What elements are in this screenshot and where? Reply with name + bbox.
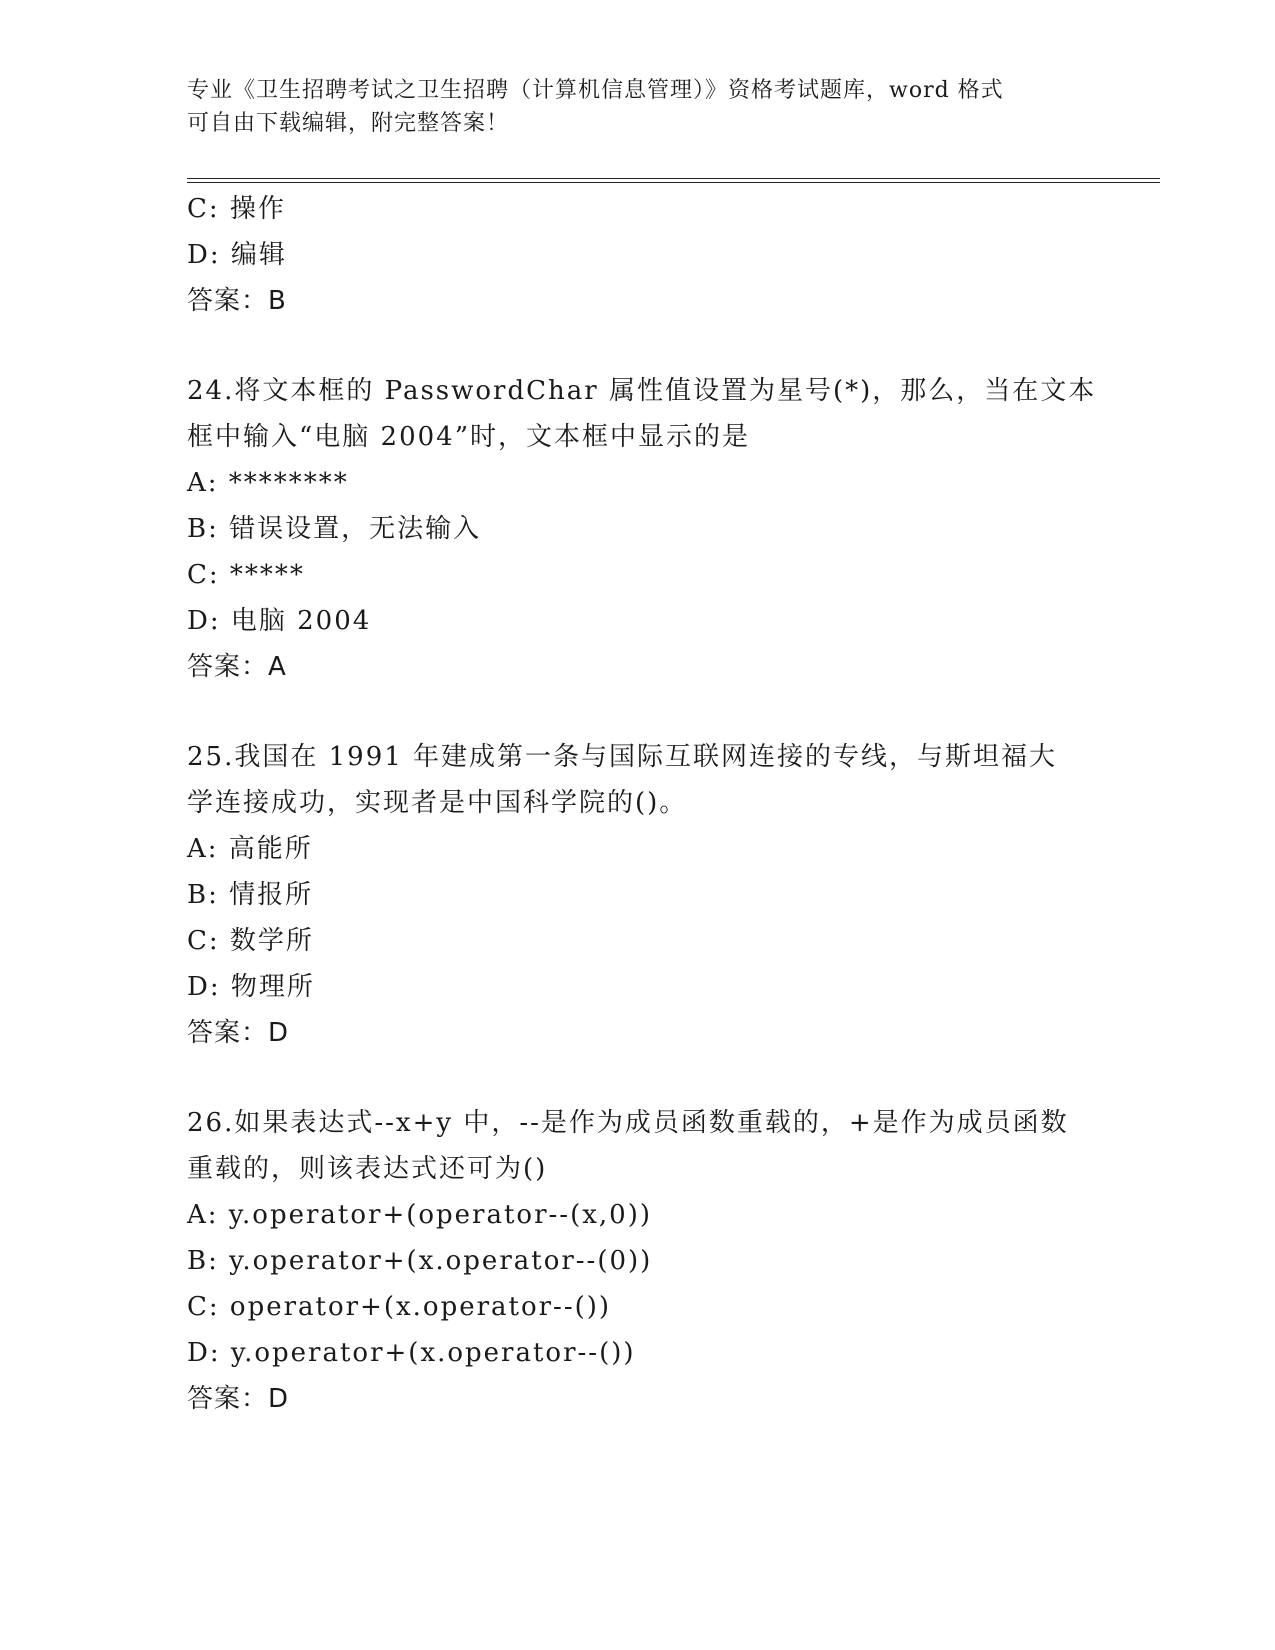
answer-line: 答案：D — [187, 1018, 290, 1048]
option-c: C: 数学所 — [187, 926, 314, 956]
question-title-line: 框中输入“电脑 2004”时，文本框中显示的是 — [187, 422, 751, 452]
question-title-line: 重载的，则该表达式还可为() — [187, 1154, 548, 1184]
question-fragment — [187, 186, 1087, 324]
page-header — [187, 74, 1087, 140]
question-24 — [187, 368, 1097, 690]
option-a: A: ******** — [187, 468, 349, 498]
header-divider-top — [187, 178, 1160, 179]
option-d: D: y.operator+(x.operator--()) — [187, 1338, 636, 1368]
question-content — [187, 186, 1097, 1422]
header-line-2: 可自由下载编辑，附完整答案！ — [187, 111, 510, 136]
option-c: C: operator+(x.operator--()) — [187, 1292, 612, 1322]
option-c: C: 操作 — [187, 194, 286, 224]
question-26 — [187, 1100, 1087, 1422]
question-title — [187, 1100, 1087, 1192]
question-title — [187, 368, 1097, 460]
option-d: D: 电脑 2004 — [187, 606, 372, 636]
option-b: B: 情报所 — [187, 880, 314, 910]
option-a: A: y.operator+(operator--(x,0)) — [187, 1200, 652, 1230]
question-title-line: 26.如果表达式--x+y 中，--是作为成员函数重载的，+是作为成员函数 — [187, 1108, 1069, 1138]
answer-line: 答案：B — [187, 286, 287, 316]
option-c: C: ***** — [187, 560, 305, 590]
option-b: B: y.operator+(x.operator--(0)) — [187, 1246, 653, 1276]
option-a: A: 高能所 — [187, 834, 313, 864]
option-d: D: 编辑 — [187, 240, 287, 270]
option-d: D: 物理所 — [187, 972, 315, 1002]
option-b: B: 错误设置，无法输入 — [187, 514, 482, 544]
header-line-1: 专业《卫生招聘考试之卫生招聘（计算机信息管理）》资格考试题库，word 格式 — [187, 78, 1004, 103]
question-title — [187, 734, 1087, 826]
answer-line: 答案：D — [187, 1384, 290, 1414]
answer-line: 答案：A — [187, 652, 287, 682]
question-title-line: 学连接成功，实现者是中国科学院的()。 — [187, 788, 688, 818]
question-title-line: 24.将文本框的 PasswordChar 属性值设置为星号(*)，那么，当在文本 — [187, 376, 1097, 406]
question-25 — [187, 734, 1087, 1056]
question-title-line: 25.我国在 1991 年建成第一条与国际互联网连接的专线，与斯坦福大 — [187, 742, 1058, 772]
header-divider-bottom — [187, 182, 1160, 183]
